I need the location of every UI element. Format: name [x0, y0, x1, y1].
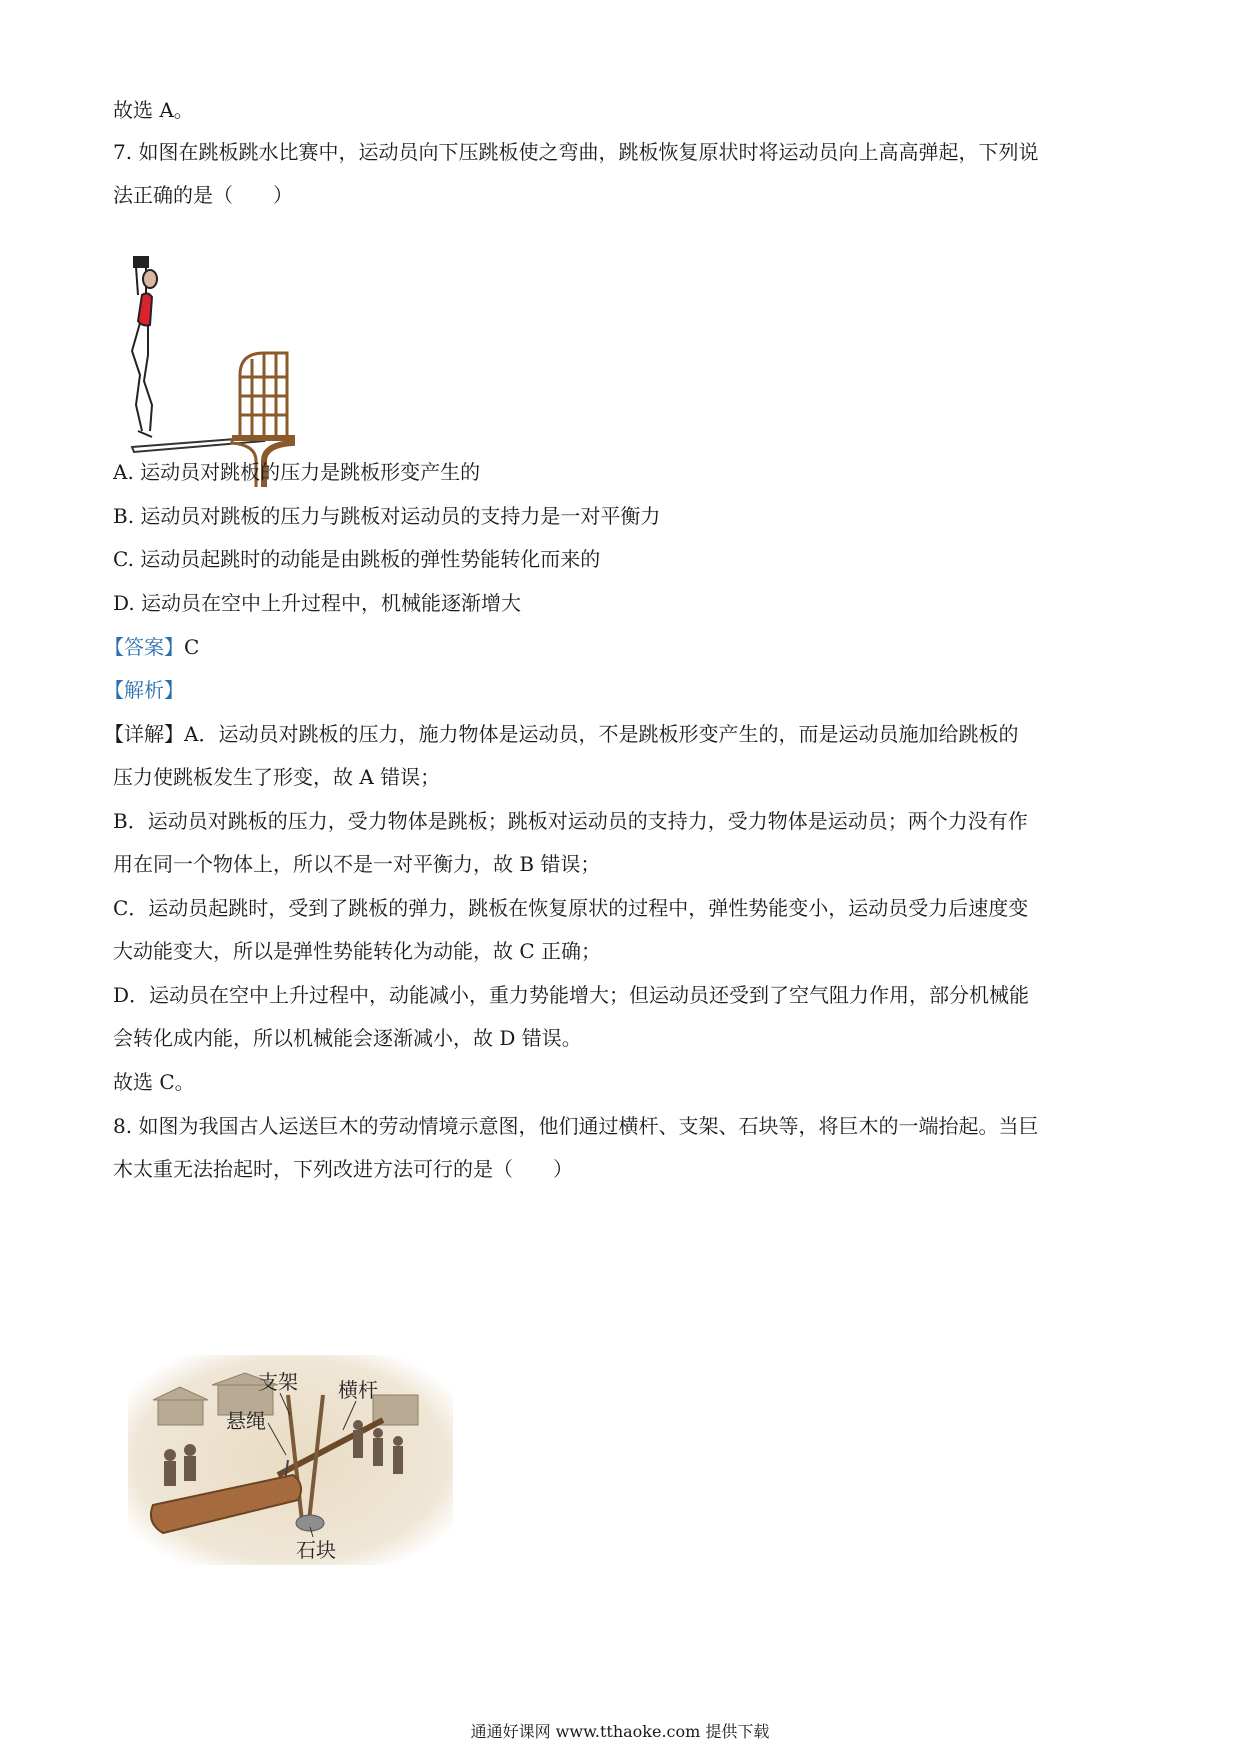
answer-tag: 【答案】	[104, 635, 184, 659]
q7-answer	[104, 633, 199, 661]
detail-line-2: 压力使跳板发生了形变，故 A 错误；	[113, 765, 441, 789]
detail-line-3: B．运动员对跳板的压力，受力物体是跳板；跳板对运动员的支持力，受力物体是运动员；两个力没有作	[113, 809, 1028, 833]
label-crossbar: 横杆	[338, 1378, 378, 1402]
detail-line-5: C．运动员起跳时，受到了跳板的弹力，跳板在恢复原状的过程中，弹性势能变小，运动员受力后速度变	[113, 896, 1029, 920]
detail-line-8: 会转化成内能，所以机械能会逐渐减小，故 D 错误。	[113, 1026, 582, 1050]
q7-option-b: B. 运动员对跳板的压力与跳板对运动员的支持力是一对平衡力	[113, 504, 661, 528]
q7-option-a: A. 运动员对跳板的压力是跳板形变产生的	[113, 460, 481, 484]
platform-grid	[240, 353, 287, 435]
q7-option-c: C. 运动员起跳时的动能是由跳板的弹性势能转化而来的	[113, 547, 601, 571]
label-support: 支架	[258, 1370, 298, 1394]
log-transport-figure	[128, 1355, 453, 1565]
q7-stem-line-2: 法正确的是（ ）	[113, 183, 293, 207]
analysis-tag: 【解析】	[104, 678, 184, 702]
detail-tag: 【详解】	[104, 722, 184, 746]
q7-stem-line-1: 7. 如图在跳板跳水比赛中，运动员向下压跳板使之弯曲，跳板恢复原状时将运动员向上高高弹起，下列说	[113, 140, 1039, 164]
previous-conclusion: 故选 A。	[113, 98, 194, 122]
detail-line-6: 大动能变大，所以是弹性势能转化为动能，故 C 正确；	[113, 939, 602, 963]
page-footer: 通通好课网 www.tthaoke.com 提供下载	[470, 1722, 770, 1741]
detail-line-7: D．运动员在空中上升过程中，动能减小，重力势能增大；但运动员还受到了空气阻力作用，部分机械能	[113, 983, 1030, 1007]
label-stone: 石块	[296, 1538, 336, 1562]
q8-stem-line-1: 8. 如图为我国古人运送巨木的劳动情境示意图，他们通过横杆、支架、石块等，将巨木的一端抬起。当巨	[113, 1114, 1039, 1138]
detail-line-4: 用在同一个物体上，所以不是一对平衡力，故 B 错误；	[113, 852, 601, 876]
detail-line-1	[104, 720, 1018, 748]
diving-figure	[112, 255, 322, 490]
diver	[132, 257, 157, 437]
detail-text: A．运动员对跳板的压力，施力物体是运动员，不是跳板形变产生的，而是运动员施加给跳板的	[184, 722, 1019, 746]
q7-conclusion: 故选 C。	[113, 1070, 195, 1094]
label-rope: 悬绳	[226, 1409, 266, 1433]
q7-option-d: D. 运动员在空中上升过程中，机械能逐渐增大	[113, 591, 522, 615]
q8-stem-line-2: 木太重无法抬起时，下列改进方法可行的是（ ）	[113, 1157, 573, 1181]
answer-value: C	[184, 635, 200, 659]
